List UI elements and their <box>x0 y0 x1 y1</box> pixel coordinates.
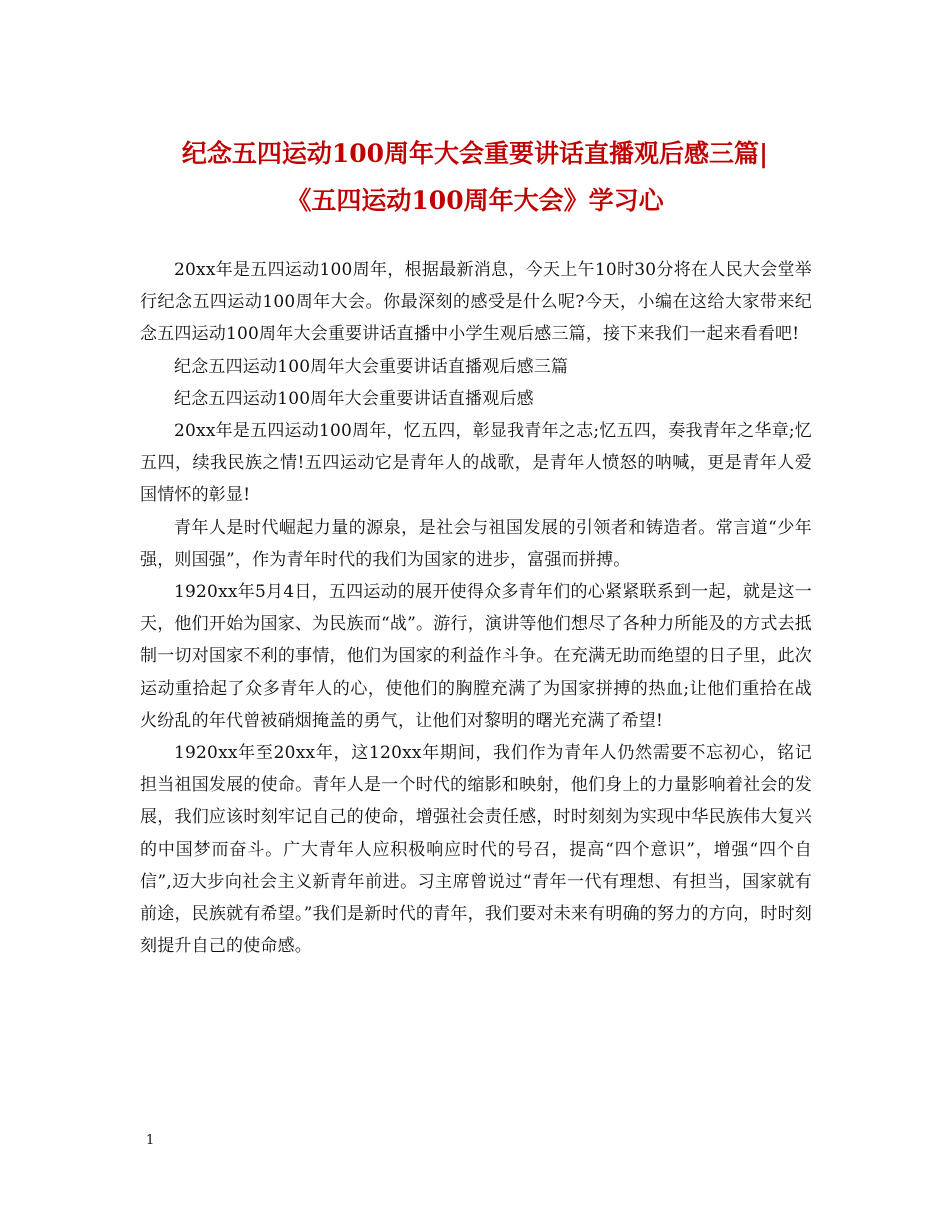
paragraph-intro: 20xx年是五四运动100周年，根据最新消息，今天上午10时30分将在人民大会堂举行纪念五四运动100周年大会。你最深刻的感受是什么呢?今天，小编在这给大家带来纪念五四运动100周年大会重要讲话直播中小学生观后感三篇，接下来我们一起来看看吧! <box>140 260 812 345</box>
title-line-2: 《五四运动100周年大会》学习心 <box>286 186 664 215</box>
document-title <box>120 130 830 224</box>
page-number: 1 <box>146 1133 155 1148</box>
paragraph-body-4: 1920xx年至20xx年，这120xx年期间，我们作为青年人仍然需要不忘初心，铭记担当祖国发展的使命。青年人是一个时代的缩影和映射，他们身上的力量影响着社会的发展，我们应该时刻牢记自己的使命，增强社会责任感，时时刻刻为实现中华民族伟大复兴的中国梦而奋斗。广大青年人应积极响应时代的号召，提高“四个意识”，增强“四个自信”,迈大步向社会主义新青年前进。习主席曾说过“青年一代有理想、有担当，国家就有前途，民族就有希望。”我们是新时代的青年，我们要对未来有明确的努力的方向，时时刻刻提升自己的使命感。 <box>140 743 812 957</box>
paragraph-subtitle-2: 纪念五四运动100周年大会重要讲话直播观后感 <box>174 388 534 409</box>
paragraph-body-2: 青年人是时代崛起力量的源泉，是社会与祖国发展的引领者和铸造者。常言道“少年强，则国强”，作为青年时代的我们为国家的进步，富强而拼搏。 <box>140 517 812 570</box>
paragraph-subtitle-1: 纪念五四运动100周年大会重要讲话直播观后感三篇 <box>174 356 569 377</box>
title-line-1: 纪念五四运动100周年大会重要讲话直播观后感三篇| <box>181 139 769 168</box>
paragraph-body-1: 20xx年是五四运动100周年，忆五四，彰显我青年之志;忆五四，奏我青年之华章;忆五四，续我民族之情!五四运动它是青年人的战歌，是青年人愤怒的呐喊，更是青年人爱国情怀的彰显! <box>140 421 812 506</box>
paragraph-body-3: 1920xx年5月4日，五四运动的展开使得众多青年们的心紧紧联系到一起，就是这一天，他们开始为国家、为民族而“战”。游行，演讲等他们想尽了各种力所能及的方式去抵制一切对国家不利的事情，他们为国家的利益作斗争。在充满无助而绝望的日子里，此次运动重拾起了众多青年人的心，使他们的胸膛充满了为国家拼搏的热血;让他们重拾在战火纷乱的年代曾被硝烟掩盖的勇气，让他们对黎明的曙光充满了希望! <box>140 582 812 731</box>
document-body <box>140 254 812 962</box>
